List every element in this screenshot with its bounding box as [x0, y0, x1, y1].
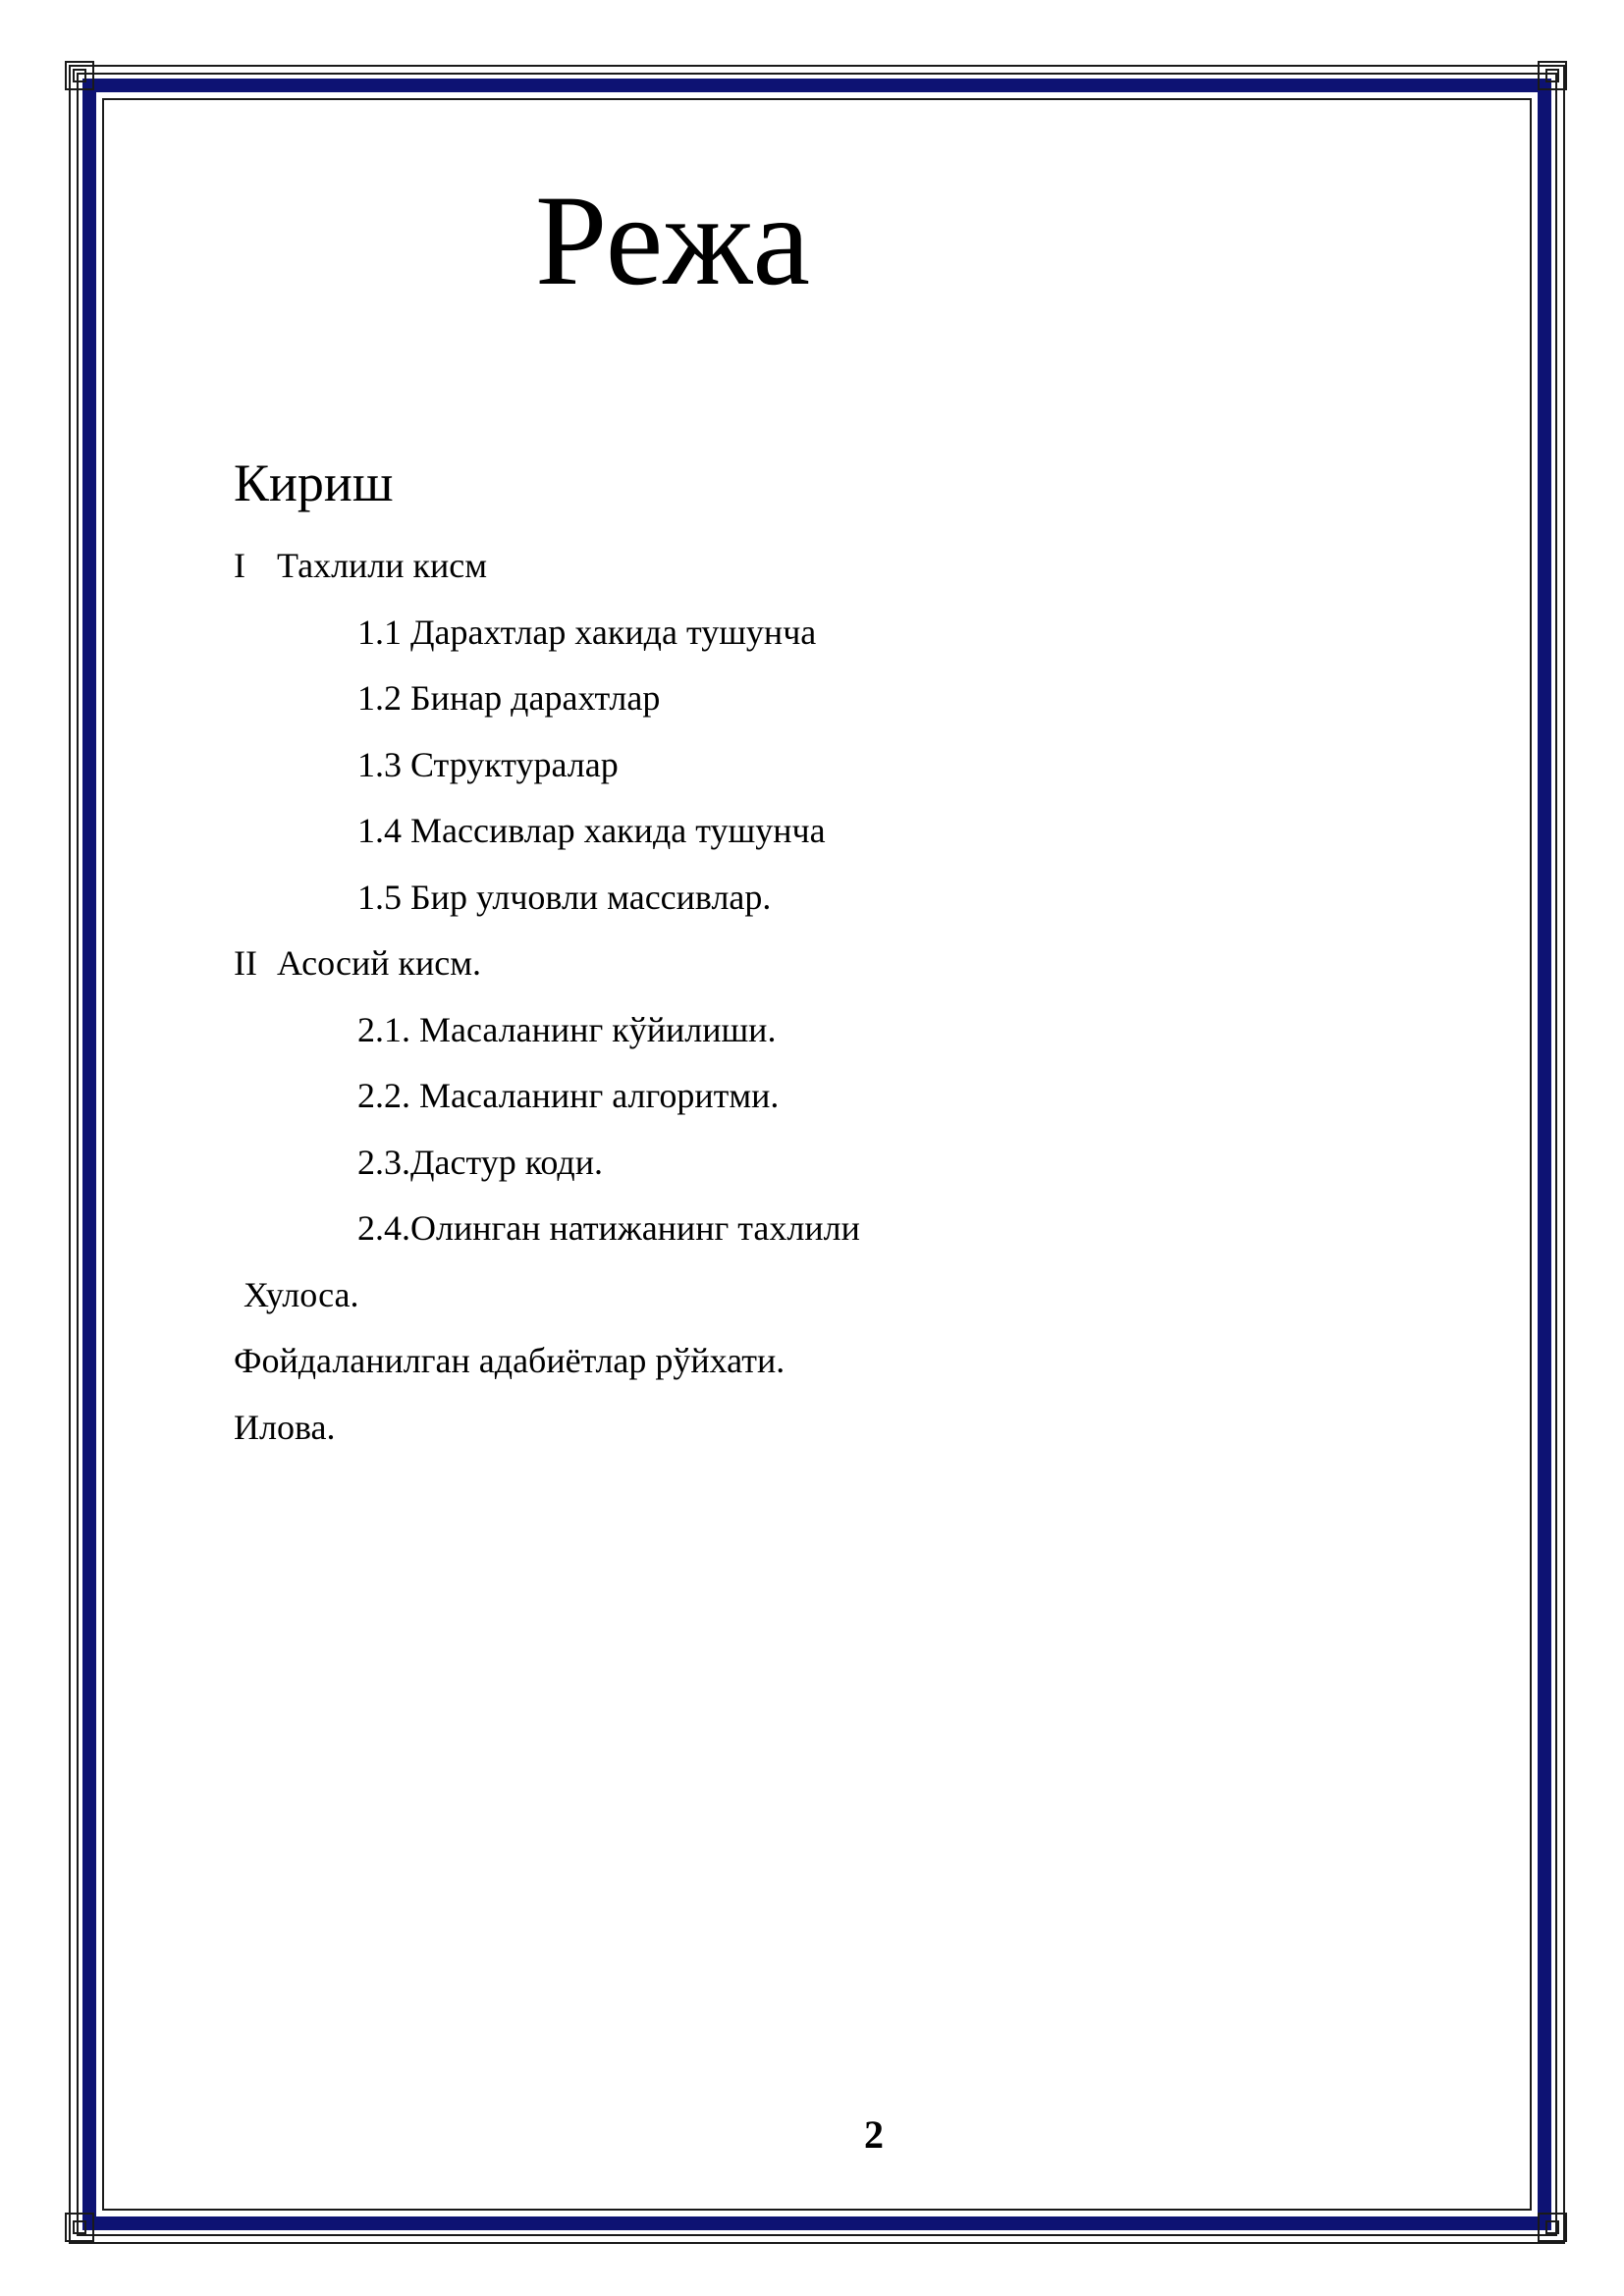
frame-corner-ornament-bottom-left	[65, 2213, 94, 2242]
toc-item-number: 2.2.	[357, 1076, 410, 1115]
toc-item-2-3	[234, 1135, 860, 1201]
toc-item-appendix	[234, 1400, 860, 1467]
table-of-contents	[234, 538, 860, 1466]
toc-item-references	[234, 1333, 860, 1400]
toc-item-label: Масаланинг алгоритми.	[419, 1076, 780, 1115]
page-number: 2	[864, 2112, 884, 2157]
toc-item-section-1	[234, 538, 860, 605]
toc-item-1-2	[234, 670, 860, 737]
toc-item-label: Масаланинг кўйилиши.	[419, 1009, 777, 1049]
toc-item-label: Фойдаланилган адабиётлар рўйхати.	[234, 1341, 785, 1380]
toc-item-label: Бинар дарахтлар	[410, 678, 661, 718]
page-title: Режа	[534, 168, 811, 312]
toc-item-1-3	[234, 737, 860, 804]
toc-item-number: 1.1	[357, 612, 402, 652]
toc-item-label: Массивлар хакида тушунча	[410, 811, 826, 850]
toc-item-label: Хулоса.	[244, 1274, 359, 1314]
toc-item-number: 2.1.	[357, 1009, 410, 1049]
toc-item-section-2	[234, 935, 860, 1002]
toc-item-label: Дастур коди.	[410, 1142, 603, 1182]
toc-item-number: 1.4	[357, 811, 402, 850]
toc-item-number: 1.3	[357, 744, 402, 784]
toc-item-label: Олинган натижанинг тахлили	[410, 1208, 860, 1248]
toc-item-label: Структуралар	[410, 744, 619, 784]
toc-item-number: I	[234, 546, 245, 585]
toc-item-conclusion	[234, 1267, 860, 1334]
frame-corner-ornament-bottom-right	[1538, 2213, 1567, 2242]
toc-item-2-2	[234, 1068, 860, 1135]
intro-heading: Кириш	[234, 454, 394, 512]
toc-item-label: Бир улчовли массивлар.	[410, 877, 772, 917]
toc-item-number: 1.2	[357, 678, 402, 718]
toc-item-number: II	[234, 943, 257, 983]
toc-item-label: Асосий кисм.	[277, 943, 482, 983]
toc-item-label: Илова.	[234, 1407, 336, 1447]
toc-item-2-1	[234, 1002, 860, 1069]
frame-corner-ornament-top-left	[65, 61, 94, 90]
toc-item-1-1	[234, 605, 860, 671]
toc-item-number: 2.3.	[357, 1142, 410, 1182]
toc-item-number: 2.4.	[357, 1208, 410, 1248]
toc-item-1-4	[234, 803, 860, 870]
toc-item-number: 1.5	[357, 877, 402, 917]
toc-item-label: Дарахтлар хакида тушунча	[410, 612, 817, 652]
toc-item-2-4	[234, 1201, 860, 1267]
toc-item-label: Тахлили кисм	[277, 546, 488, 585]
frame-corner-ornament-top-right	[1538, 61, 1567, 90]
toc-item-1-5	[234, 870, 860, 936]
